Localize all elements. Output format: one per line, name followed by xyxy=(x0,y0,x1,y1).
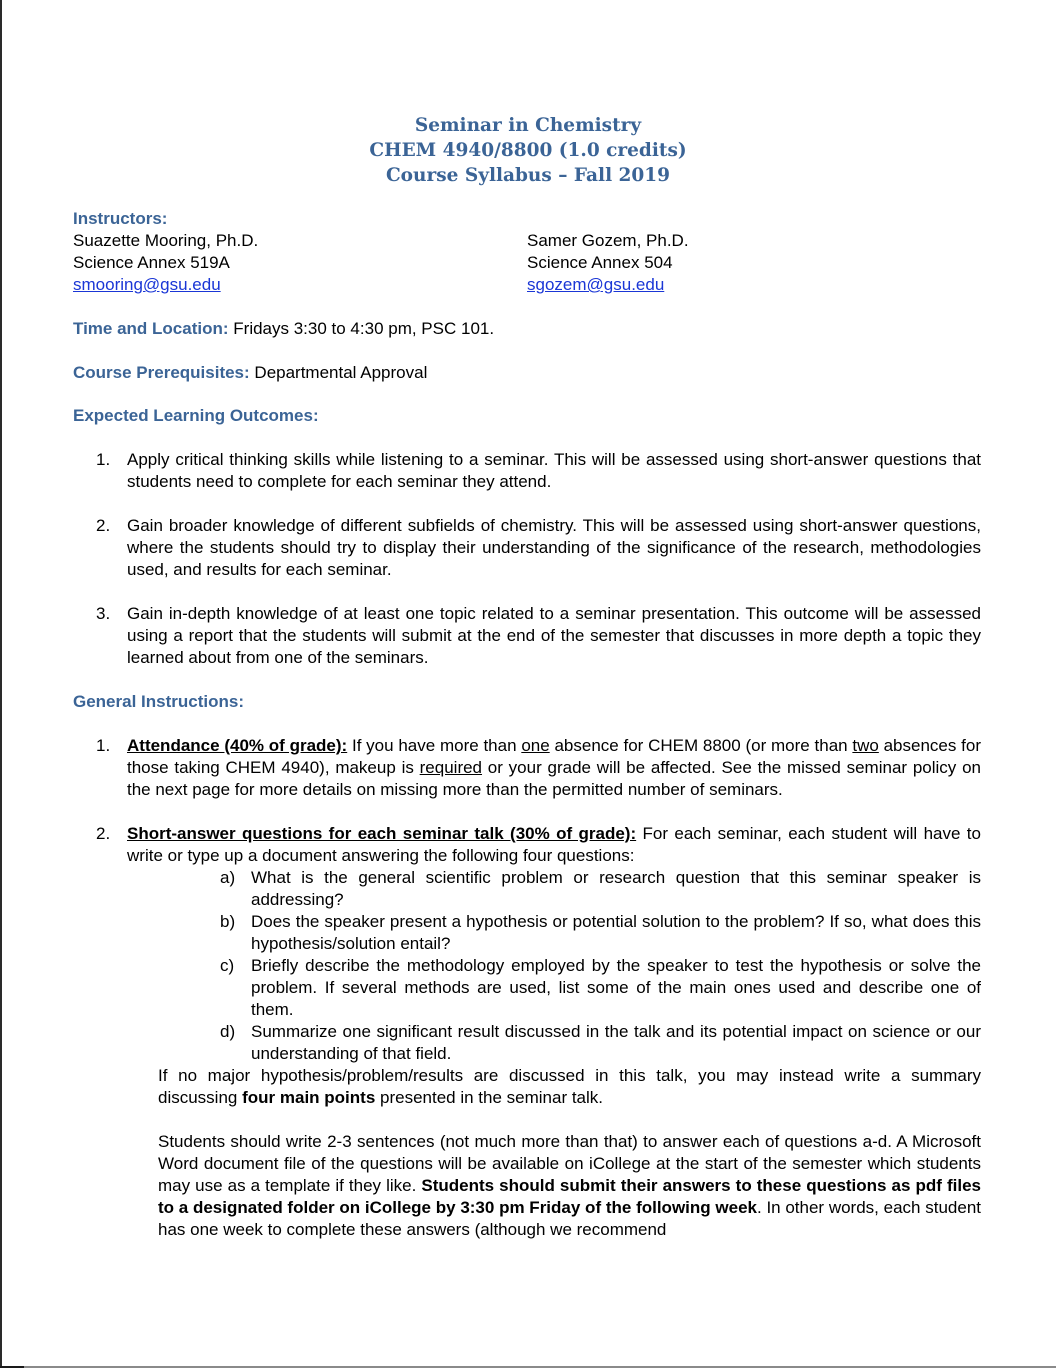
instructor-office: Science Annex 504 xyxy=(527,253,673,272)
questions-list xyxy=(73,867,981,1065)
instructors-block xyxy=(73,230,981,296)
instructor-email-link[interactable]: sgozem@gsu.edu xyxy=(527,275,665,294)
attendance-emphasis: required xyxy=(419,758,483,777)
attendance-text: absences for those taking CHEM 4940), makeup is xyxy=(127,736,981,777)
instructions-list xyxy=(73,735,981,867)
time-location xyxy=(73,318,981,340)
instructor-office: Science Annex 519A xyxy=(73,253,230,272)
submission-instructions xyxy=(73,1131,981,1241)
outcome-item xyxy=(73,515,981,581)
outcome-number: 3. xyxy=(96,604,111,623)
title-line-syllabus: Course Syllabus – Fall 2019 xyxy=(385,165,671,186)
question-letter: a) xyxy=(220,868,236,887)
submission-text: . In other words, each student has one week to complete these answers (although we recommend xyxy=(158,1198,981,1239)
question-letter: c) xyxy=(220,956,235,975)
outcome-item xyxy=(73,449,981,493)
question-item xyxy=(73,911,981,955)
instructor-card xyxy=(527,230,981,296)
question-text: What is the general scientific problem or research question that this seminar speaker is addressing? xyxy=(251,868,981,909)
outcome-item xyxy=(73,603,981,669)
question-letter: d) xyxy=(220,1022,236,1041)
instruction-number: 2. xyxy=(96,824,111,843)
question-item xyxy=(73,1021,981,1065)
instruction-attendance xyxy=(73,735,981,801)
outcome-number: 1. xyxy=(96,450,111,469)
instruction-short-answer xyxy=(73,823,981,867)
instructors-heading: Instructors: xyxy=(73,209,168,228)
question-text: Does the speaker present a hypothesis or potential solution to the problem? If so, what does this hypothesis/solution entail? xyxy=(251,912,981,953)
short-answer-label: Short-answer questions for each seminar talk (30% of grade): xyxy=(127,824,637,843)
attendance-text: or your grade will be affected. See the missed seminar policy on the next page for more details on missing more than the permitted number of seminars. xyxy=(127,758,981,799)
attendance-text: If you have more than xyxy=(347,736,522,755)
alternative-text: If no major hypothesis/problem/results are discussed in this talk, you may instead write a summary discussing xyxy=(158,1066,981,1107)
attendance-emphasis: two xyxy=(852,736,879,755)
outcomes-heading: Expected Learning Outcomes: xyxy=(73,406,319,425)
question-text: Briefly describe the methodology employed by the speaker to test the hypothesis or solve the problem. If several methods are used, list some of the main ones used and describe one of them. xyxy=(251,956,981,1019)
question-item xyxy=(73,955,981,1021)
question-text: Summarize one significant result discussed in the talk and its potential impact on science or our understanding of that field. xyxy=(251,1022,981,1063)
alternative-summary-note xyxy=(73,1065,981,1109)
instructor-name: Samer Gozem, Ph.D. xyxy=(527,231,689,250)
document-title xyxy=(0,113,1056,188)
question-letter: b) xyxy=(220,912,236,931)
instructor-email-link[interactable]: smooring@gsu.edu xyxy=(73,275,221,294)
submission-emphasis: Students should submit their answers to these questions as pdf files to a designated folder on iCollege by 3:30 pm Friday of the following week xyxy=(158,1176,981,1217)
instructor-name: Suazette Mooring, Ph.D. xyxy=(73,231,259,250)
outcome-text: Gain in-depth knowledge of at least one topic related to a seminar presentation. This outcome will be assessed using a report that the students will submit at the end of the semester that discusses in more depth a topic they learned about from one of the seminars. xyxy=(127,604,981,667)
general-instructions-heading: General Instructions: xyxy=(73,692,244,711)
outcomes-list xyxy=(73,449,981,669)
instruction-number: 1. xyxy=(96,736,111,755)
prerequisites-label: Course Prerequisites: xyxy=(73,363,250,382)
time-location-label: Time and Location: xyxy=(73,319,229,338)
prerequisites-value: Departmental Approval xyxy=(249,363,428,382)
attendance-text: absence for CHEM 8800 (or more than xyxy=(549,736,853,755)
submission-text: Students should write 2-3 sentences (not much more than that) to answer each of questions a-d. A Microsoft Word document file of the questions will be available on iCollege at the start of the semester which students may use as a template if they like. xyxy=(158,1132,981,1195)
title-line-course-name: Seminar in Chemistry xyxy=(414,115,642,136)
instructor-card xyxy=(73,230,527,296)
attendance-emphasis: one xyxy=(521,736,550,755)
outcome-text: Apply critical thinking skills while listening to a seminar. This will be assessed using short-answer questions that students need to complete for each seminar they attend. xyxy=(127,450,981,491)
outcome-text: Gain broader knowledge of different subfields of chemistry. This will be assessed using short-answer questions, where the students should try to display their understanding of the significance of the research, methodologies used, and results for each seminar. xyxy=(127,516,981,579)
alternative-text: presented in the seminar talk. xyxy=(375,1088,604,1107)
title-line-course-code: CHEM 4940/8800 (1.0 credits) xyxy=(369,140,687,161)
outcome-number: 2. xyxy=(96,516,111,535)
attendance-label: Attendance (40% of grade): xyxy=(127,736,348,755)
document-body xyxy=(73,208,981,1241)
page-left-edge xyxy=(0,0,2,1366)
prerequisites xyxy=(73,362,981,384)
time-location-value: Fridays 3:30 to 4:30 pm, PSC 101. xyxy=(228,319,495,338)
short-answer-intro: For each seminar, each student will have to write or type up a document answering the following four questions: xyxy=(127,824,981,865)
question-item xyxy=(73,867,981,911)
alternative-emphasis: four main points xyxy=(242,1088,376,1107)
